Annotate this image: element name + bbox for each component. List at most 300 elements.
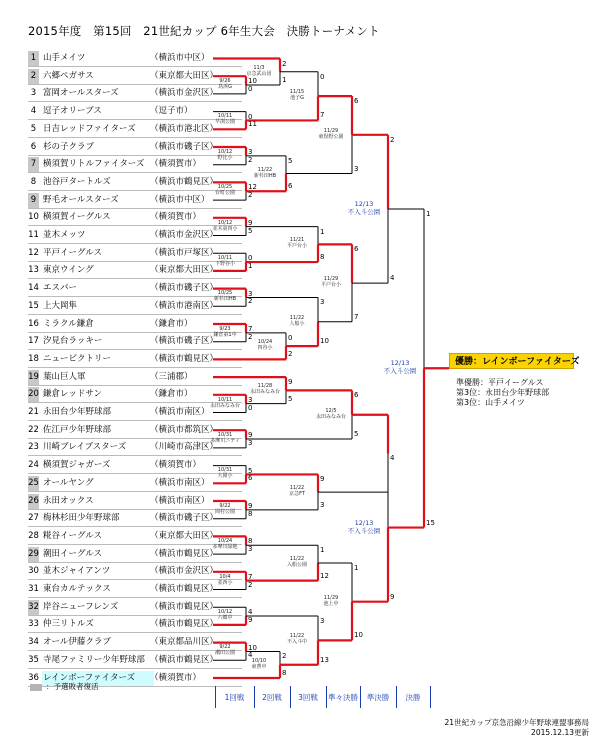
team-number: 5: [30, 123, 37, 134]
score: 3: [248, 395, 253, 404]
team-city: （横須賀市）: [150, 159, 202, 170]
game-date: 11/22: [257, 166, 273, 173]
game-info: [206, 467, 244, 479]
game-date: 11/29: [323, 127, 339, 134]
team-number: 33: [28, 619, 39, 630]
game-date: 11/21: [289, 237, 305, 244]
score: 1: [320, 227, 325, 236]
game-venue: 台町公園: [214, 190, 235, 197]
game-venue: 早渕公園: [214, 119, 235, 126]
game-info: [206, 78, 244, 90]
game-venue: 新杉田HB: [253, 172, 277, 179]
team-name: ニュービクトリー: [43, 353, 112, 364]
game-info: [278, 633, 316, 645]
team-number: 8: [30, 176, 37, 187]
team-number: 14: [28, 283, 39, 294]
team-name: 鎌倉レッドサン: [43, 389, 102, 400]
score: 2: [288, 350, 293, 359]
team-number: 28: [28, 530, 39, 541]
game-venue: 岡村公園: [214, 508, 235, 515]
score: 5: [248, 226, 253, 235]
game-date: 10/10: [251, 657, 267, 664]
team-city: （横浜市磯子区）: [150, 283, 219, 294]
game-venue: 野比小: [217, 154, 233, 161]
game-date: 10/25: [217, 184, 233, 191]
game-info: [278, 315, 316, 327]
round-separator: [396, 686, 397, 708]
game-venue: 東曹中: [251, 663, 267, 670]
score: 3: [320, 298, 325, 307]
game-info: [206, 538, 244, 550]
score: 9: [248, 615, 253, 624]
game-date: 11/22: [289, 314, 305, 321]
score: 3: [248, 438, 253, 447]
score: 1: [354, 563, 359, 572]
team-name: 杉の子クラブ: [43, 141, 95, 152]
score: 0: [288, 333, 293, 342]
game-venue: 不入斗公園: [347, 526, 381, 535]
score: 2: [248, 297, 253, 306]
team-city: （横浜市磯子区）: [150, 513, 219, 524]
team-name: 東台カルテックス: [43, 584, 111, 594]
game-venue: 鎌倉第1中: [213, 331, 237, 338]
score: 8: [248, 537, 253, 546]
score: 1: [248, 261, 253, 270]
team-number: 21: [28, 407, 39, 417]
score: 2: [282, 652, 287, 661]
game-info: [312, 276, 350, 288]
team-name: 横須賀ジャガーズ: [43, 460, 111, 471]
score: 2: [248, 332, 253, 341]
team-name: 富岡オールスターズ: [43, 88, 119, 99]
score: 15: [426, 518, 435, 527]
team-city: （東京都品川区）: [150, 637, 219, 648]
game-date: 11/3: [253, 64, 265, 71]
team-city: （横浜市南区）: [150, 495, 210, 506]
score: 3: [248, 545, 253, 554]
team-name: 潮田イーグルス: [43, 548, 102, 559]
team-city: （横浜市南区）: [150, 477, 210, 488]
round-separator: [254, 686, 255, 708]
team-name: 並木ジャイアンツ: [43, 566, 111, 577]
team-city: （横浜市金沢区）: [150, 566, 219, 577]
score: 6: [288, 182, 293, 191]
score: 2: [248, 580, 253, 589]
score: 10: [354, 631, 363, 640]
team-number: 19: [28, 370, 39, 385]
third-place-1: 第3位：永田台少年野球部: [456, 388, 550, 397]
score: 4: [248, 608, 253, 617]
game-venue: 平戸台小: [320, 282, 341, 289]
score: 7: [248, 325, 253, 333]
game-info: [206, 113, 244, 125]
game-info: [312, 408, 350, 420]
round-label: 1回戦: [224, 693, 245, 702]
game-date: 10/12: [217, 609, 233, 616]
game-date: 12/13: [354, 199, 374, 208]
score: 9: [248, 431, 253, 440]
game-date: 10/11: [217, 396, 233, 403]
team-city: （横浜市金沢区）: [150, 88, 219, 99]
team-number: 29: [28, 547, 39, 562]
team-city: （横須賀市）: [150, 672, 202, 683]
score: 0: [248, 403, 253, 412]
team-name: 野毛オールスターズ: [43, 194, 119, 205]
score: 4: [248, 651, 253, 660]
score: 7: [248, 572, 253, 581]
round-separator: [360, 686, 361, 708]
score: 4: [390, 454, 395, 463]
game-date: 11/22: [289, 485, 305, 492]
game-date: 10/31: [217, 432, 233, 439]
game-date: 10/12: [217, 148, 233, 155]
team-city: （横浜市鶴見区）: [150, 619, 219, 630]
team-name: 寺尾ファミリー少年野球部: [43, 654, 145, 665]
team-number: 32: [28, 600, 39, 615]
game-info: [206, 290, 244, 302]
game-date: 9/22: [219, 502, 231, 509]
score: 9: [288, 378, 293, 387]
team-city: （鎌倉市）: [150, 389, 193, 400]
page-title: 2015年度 第15回 21世紀カップ 6年生大会 決勝トーナメント: [28, 24, 380, 38]
team-name: 池谷戸タートルズ: [43, 176, 111, 187]
game-date: 12/13: [354, 518, 374, 527]
team-city: （横須賀市）: [150, 212, 202, 223]
team-name: 永田台少年野球部: [43, 407, 112, 417]
team-name: 横須賀リトルファイターズ: [43, 159, 145, 170]
game-info: [312, 595, 350, 607]
score: 6: [354, 245, 359, 254]
game-date: 11/28: [257, 383, 273, 390]
team-city: （三浦郡）: [150, 371, 193, 382]
score: 1: [320, 546, 325, 555]
team-number: 22: [28, 424, 39, 435]
score: 5: [354, 430, 359, 439]
team-number: 1: [28, 51, 39, 66]
game-date: 10/11: [217, 255, 233, 262]
game-venue: 並西小: [217, 579, 233, 586]
score: 1: [426, 209, 431, 218]
score: 10: [248, 643, 257, 652]
game-venue: 並木第四小: [212, 225, 238, 232]
score: 9: [390, 592, 395, 601]
score: 4: [390, 274, 395, 283]
team-number: 9: [28, 193, 39, 208]
score: 6: [354, 97, 359, 106]
team-name: 川崎ブレイブスターズ: [43, 442, 127, 453]
team-name: ミラクル鎌倉: [43, 318, 94, 329]
team-number: 13: [28, 265, 39, 276]
round-separator: [290, 686, 291, 708]
round-label: 準決勝: [366, 693, 390, 702]
score: 8: [282, 669, 287, 677]
game-info: [206, 644, 244, 656]
team-city: （東京都大田区）: [150, 530, 219, 541]
score: 8: [248, 509, 253, 518]
team-number: 2: [28, 69, 39, 84]
team-city: （横浜市磯子区）: [150, 336, 219, 347]
game-date: 9/23: [219, 325, 231, 332]
team-name: エスパー: [43, 283, 78, 294]
game-date: 12/5: [325, 407, 337, 414]
team-number: 31: [28, 584, 39, 594]
game-venue: 池子G: [290, 95, 304, 102]
team-name: 山手メイツ: [43, 53, 86, 63]
score: 5: [288, 156, 293, 165]
score: 7: [320, 111, 325, 120]
game-venue: 鳥浜G: [218, 84, 232, 91]
game-venue: 平戸台小: [286, 243, 307, 250]
game-venue: 永田みなみ台: [315, 413, 346, 420]
game-info: [206, 255, 244, 267]
game-info: [240, 658, 278, 670]
game-info: [246, 339, 284, 351]
game-venue: 六郷中: [217, 615, 233, 622]
game-date: 11/22: [289, 633, 305, 640]
team-name: 永田オックス: [43, 495, 94, 506]
game-date: 10/11: [217, 113, 233, 120]
team-number: 7: [28, 157, 39, 172]
team-name: 汐見台ラッキー: [43, 336, 103, 347]
score: 0: [248, 112, 253, 121]
team-name: 逗子オリーブス: [43, 106, 102, 117]
score: 0: [248, 254, 253, 263]
runner-up: 準優勝：平戸イーグルス: [456, 378, 544, 387]
score: 6: [354, 391, 359, 400]
score: 2: [248, 155, 253, 164]
game-info: [206, 326, 244, 338]
game-info: [246, 167, 284, 179]
game-venue: 大岡小: [217, 473, 233, 480]
team-city: （横浜市鶴見区）: [150, 353, 219, 364]
round-separator: [215, 686, 216, 708]
game-date: 10/12: [217, 219, 233, 226]
round-separator: [326, 686, 327, 708]
team-city: （横浜市戸塚区）: [150, 247, 219, 258]
game-venue: 永田みなみ台: [249, 389, 280, 396]
game-venue: 池上中: [323, 600, 339, 607]
team-number: 15: [28, 300, 39, 311]
game-date: 10/31: [217, 467, 233, 474]
team-city: （横浜市磯子区）: [150, 141, 219, 152]
game-date: 9/26: [219, 78, 231, 85]
game-date: 11/29: [323, 594, 339, 601]
footer-organization: 21世紀カップ京急沿線少年野球連盟事務局: [444, 718, 589, 727]
game-info: [206, 609, 244, 621]
team-name: 並木メッツ: [43, 230, 86, 240]
team-name: 仲三リトルズ: [43, 619, 94, 630]
game-info: [206, 149, 244, 161]
game-venue: 不入斗中: [286, 639, 307, 646]
game-info: [206, 397, 244, 409]
team-number: 4: [30, 106, 37, 117]
third-place-2: 第3位：山手メイツ: [456, 398, 525, 407]
game-date: 10/4: [219, 573, 231, 580]
team-name: 上大岡隼: [43, 300, 78, 311]
team-number: 12: [28, 247, 39, 258]
team-number: 10: [28, 212, 39, 223]
team-number: 6: [30, 141, 37, 152]
score: 12: [248, 183, 257, 192]
team-number: 20: [28, 387, 39, 402]
team-city: （逗子市）: [150, 106, 193, 117]
game-venue: 多摩川ニティ: [210, 438, 240, 445]
team-number: 17: [28, 336, 39, 347]
team-city: （横浜市金沢区）: [150, 230, 219, 240]
team-name: 佐江戸少年野球部: [43, 424, 112, 435]
score: 3: [248, 148, 253, 156]
team-number: 11: [28, 230, 39, 240]
semifinal-bottom-info: [342, 519, 386, 535]
game-date: 10/24: [257, 339, 273, 346]
score: 3: [354, 164, 359, 173]
team-name: 平戸イーグルス: [43, 247, 102, 258]
game-info: [206, 184, 244, 196]
team-city: （鎌倉市）: [150, 318, 193, 329]
score: 0: [248, 84, 253, 93]
score: 11: [248, 120, 257, 129]
team-number: 27: [28, 513, 39, 524]
score: 3: [320, 617, 325, 626]
game-date: 11/15: [289, 89, 305, 96]
team-name: オールヤング: [43, 477, 94, 488]
team-name: レインボーファイターズ: [42, 671, 154, 686]
team-city: （川崎市高津区）: [150, 442, 219, 453]
score: 10: [248, 77, 257, 86]
game-date: 12/13: [390, 359, 410, 368]
team-city: （東京都大田区）: [150, 265, 219, 276]
team-city: （横浜市都筑区）: [150, 424, 219, 435]
team-number: 26: [28, 494, 39, 509]
team-number: 16: [28, 318, 39, 329]
team-number: 3: [30, 88, 37, 99]
score: 5: [288, 394, 293, 403]
team-city: （東京都大田区）: [150, 70, 219, 81]
round-label: 準々決勝: [328, 693, 358, 702]
game-venue: 人船小: [289, 320, 305, 327]
round-label: 3回戦: [298, 693, 318, 702]
game-info: [206, 432, 244, 444]
round-separator: [430, 686, 431, 708]
score: 9: [248, 218, 253, 227]
score: 8: [320, 253, 325, 262]
team-city: （横浜市港北区）: [150, 123, 219, 134]
score: 9: [320, 475, 325, 484]
game-date: 10/25: [217, 290, 233, 297]
score: 9: [248, 502, 253, 510]
game-date: 11/29: [323, 276, 339, 283]
team-city: （横浜市港南区）: [150, 300, 219, 311]
game-venue: 東俣野公園: [318, 133, 344, 140]
game-info: [278, 556, 316, 568]
score: 2: [282, 59, 287, 68]
game-venue: 京急FT: [289, 491, 305, 498]
team-number: 25: [28, 476, 39, 491]
game-info: [312, 128, 350, 140]
game-venue: 下野谷小: [214, 261, 235, 268]
team-city: （横浜市鶴見区）: [150, 654, 219, 665]
team-number: 35: [28, 654, 39, 665]
score: 13: [320, 655, 329, 664]
game-info: [246, 383, 284, 395]
score: 5: [248, 466, 253, 475]
game-date: 11/22: [289, 555, 305, 562]
game-venue: 不入斗公園: [347, 207, 381, 216]
footer-updated: 2015.12.13更新: [531, 728, 589, 737]
score: 0: [320, 72, 325, 81]
game-info: [206, 574, 244, 586]
score: 12: [320, 571, 329, 580]
team-name: 糀谷イーグルス: [43, 530, 102, 541]
score: 6: [248, 474, 253, 483]
score: 2: [248, 191, 253, 200]
game-date: 10/24: [217, 538, 233, 545]
game-venue: 四谷小: [257, 345, 273, 352]
final-info: [378, 359, 422, 375]
game-date: 9/22: [219, 644, 231, 651]
team-city: （横浜市鶴見区）: [150, 548, 219, 559]
team-city: （横浜市鶴見区）: [150, 176, 219, 187]
score: 10: [320, 337, 329, 346]
team-city: （横浜市中区）: [150, 53, 210, 63]
legend-text: ：予選敗者復活: [46, 682, 99, 691]
game-venue: 入船公園: [286, 561, 307, 568]
team-name: 葉山巨人軍: [43, 371, 86, 382]
team-name: 横須賀イーグルス: [43, 212, 111, 223]
team-city: （横浜市鶴見区）: [150, 601, 219, 612]
team-name: オール伊藤クラブ: [43, 637, 111, 648]
game-info: [240, 65, 278, 77]
game-venue: 新杉田HB: [213, 296, 237, 303]
team-name: 日吉レッドファイターズ: [43, 123, 136, 134]
team-name: 六郷ペガサス: [43, 70, 94, 81]
game-info: [206, 503, 244, 515]
score: 1: [282, 76, 287, 85]
game-venue: 多摩川緑地: [212, 544, 238, 551]
team-city: （横浜市鶴見区）: [150, 584, 219, 594]
team-number: 34: [28, 637, 39, 648]
game-venue: 京急武山団: [246, 70, 272, 77]
round-label: 2回戦: [262, 693, 282, 702]
team-number: 36: [28, 672, 39, 683]
team-number: 24: [28, 460, 39, 471]
team-city: （横須賀市）: [150, 460, 202, 471]
game-info: [206, 220, 244, 232]
score: 3: [320, 500, 325, 509]
champion-box: 優勝：レインボーファイターズ: [449, 353, 574, 369]
team-city: （横浜市中区）: [150, 194, 210, 205]
game-info: [278, 237, 316, 249]
score: 3: [248, 289, 253, 298]
team-number: 30: [28, 566, 39, 577]
score: 7: [354, 312, 359, 321]
team-city: （横浜市南区）: [150, 407, 210, 417]
team-name: 梅林杉田少年野球部: [43, 513, 120, 524]
team-number: 23: [28, 442, 39, 453]
team-number: 18: [28, 353, 39, 364]
legend-swatch: [30, 684, 42, 691]
semifinal-top-info: [342, 200, 386, 216]
team-name: 岸谷ニューフレンズ: [43, 601, 119, 612]
game-venue: 潮田公園: [214, 650, 235, 657]
game-venue: 不入斗公園: [383, 367, 417, 376]
game-info: [278, 89, 316, 101]
team-name: 東京ウイング: [43, 265, 94, 276]
round-label: 決勝: [405, 693, 421, 702]
game-info: [278, 485, 316, 497]
game-venue: 永田みなみ台: [209, 402, 240, 409]
score: 2: [390, 135, 395, 144]
